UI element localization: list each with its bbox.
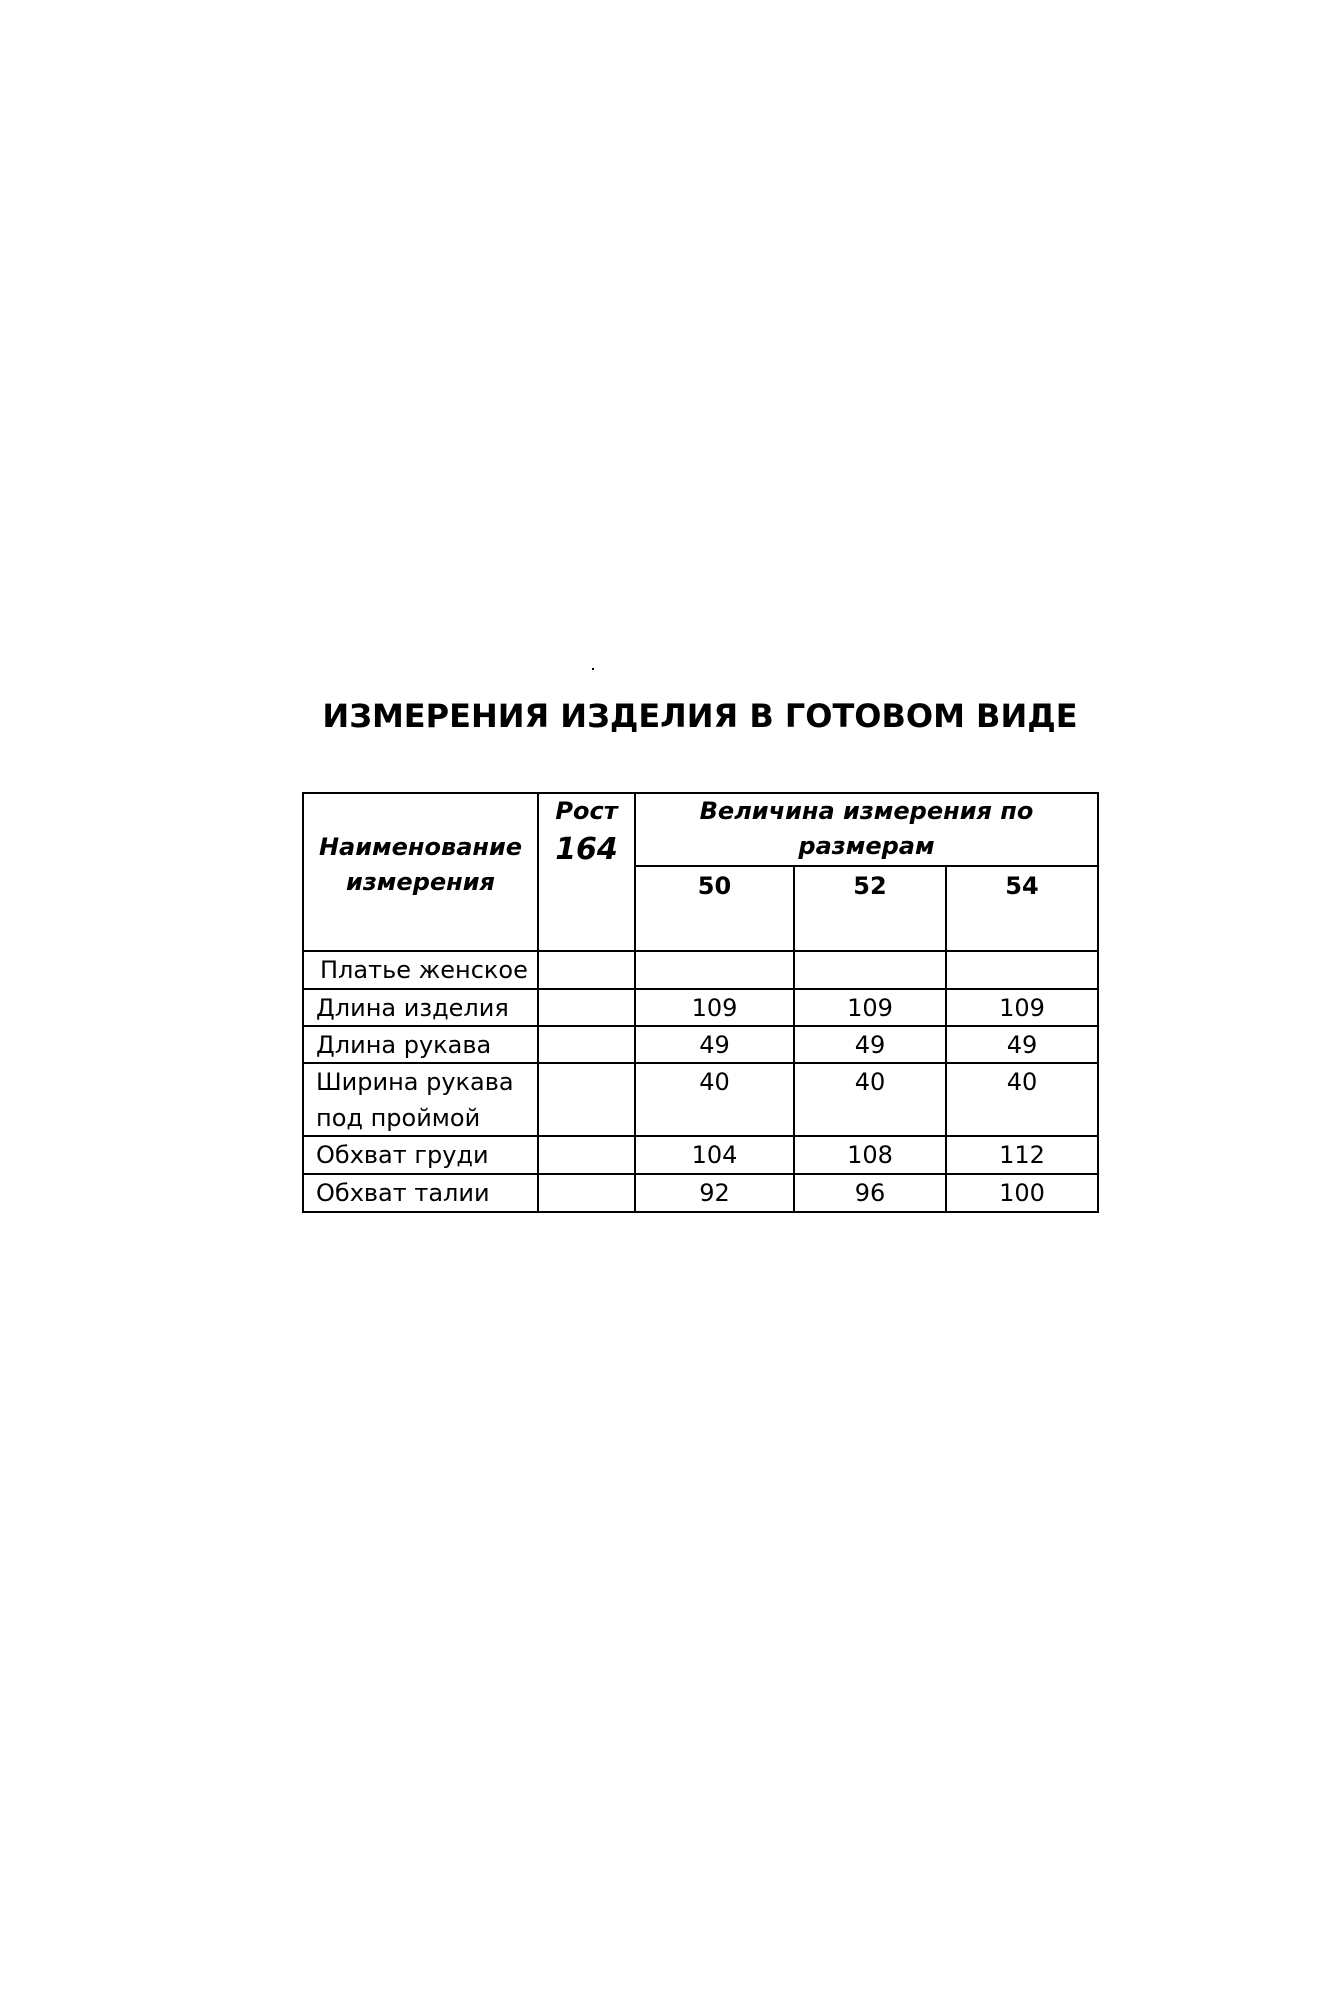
- name-column-header: Наименование измерения: [318, 833, 523, 896]
- measurements-table: [302, 792, 1098, 1212]
- table-cell: 96: [854, 1179, 886, 1207]
- row-label: Ширина рукава под проймой: [316, 1068, 514, 1132]
- table-cell: 40: [854, 1068, 886, 1096]
- table-cell: 92: [699, 1179, 730, 1207]
- table-cell: 108: [847, 1141, 893, 1169]
- table-border-right: [1097, 792, 1099, 1213]
- row-label: Платье женское: [320, 956, 528, 984]
- size-50-header: 50: [697, 872, 732, 900]
- table-cell: 49: [854, 1031, 886, 1059]
- table-cell: 40: [699, 1068, 730, 1096]
- table-cell: 40: [1006, 1068, 1038, 1096]
- table-cell: 109: [691, 994, 738, 1022]
- page-title: ИЗМЕРЕНИЯ ИЗДЕЛИЯ В ГОТОВОМ ВИДЕ: [322, 697, 1078, 735]
- row-label: Длина изделия: [316, 994, 509, 1022]
- size-54-header: 54: [1005, 872, 1039, 900]
- header-subdivider: [634, 865, 1098, 867]
- table-cell: 49: [1006, 1031, 1038, 1059]
- table-cell: 100: [999, 1179, 1045, 1207]
- sizes-group-header: Величина измерения по размерам: [699, 797, 1034, 860]
- stray-dot: [592, 668, 594, 670]
- row-label: Обхват талии: [316, 1179, 490, 1207]
- table-border-bottom: [302, 1211, 1098, 1213]
- table-cell: 49: [699, 1031, 730, 1059]
- row-label: Обхват груди: [316, 1141, 489, 1169]
- table-cell: 109: [999, 994, 1045, 1022]
- size-52-header: 52: [853, 872, 887, 900]
- height-value: 164: [555, 832, 618, 867]
- table-cell: 104: [691, 1141, 738, 1169]
- height-label: Рост: [555, 797, 618, 825]
- row-label: Длина рукава: [316, 1031, 492, 1059]
- table-cell: 109: [847, 994, 893, 1022]
- table-cell: 112: [999, 1141, 1045, 1169]
